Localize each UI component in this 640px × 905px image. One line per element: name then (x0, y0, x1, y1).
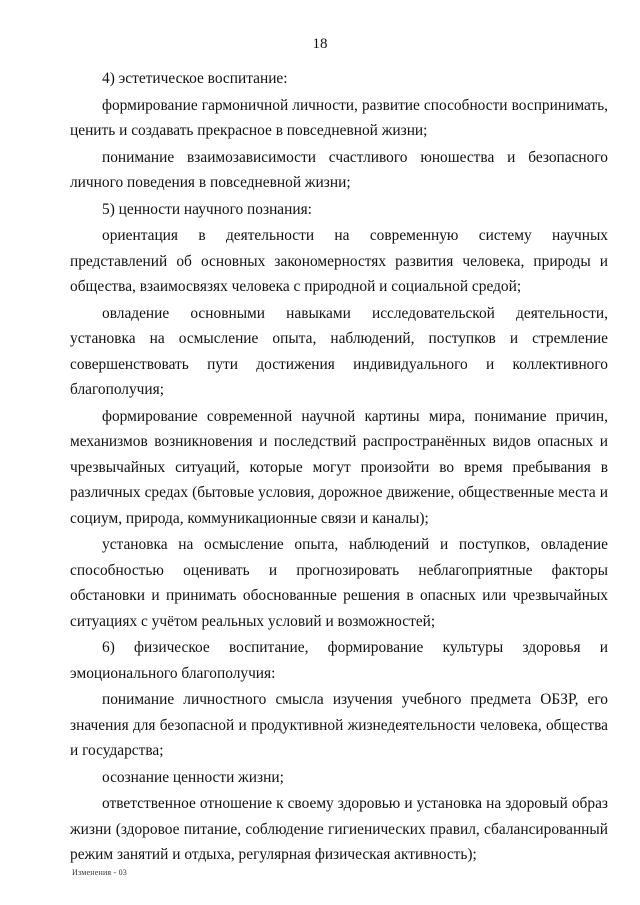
paragraph: ориентация в деятельности на современную систему научных представлений об основных закономерностях развития человека, природы и общества, взаимосвязях человека с природной и социальной средой; (70, 227, 608, 295)
paragraph: установка на осмысление опыта, наблюдений и поступков, овладение способностью оценивать и прогнозировать неблагоприятные факторы обстановки и принимать обоснованные решения в опасных или чрезвычайных ситуациях с учётом реальных условий и возможностей; (70, 536, 608, 630)
paragraph: осознание ценности жизни; (102, 768, 284, 786)
paragraph: понимание личностного смысла изучения учебного предмета ОБЗР, его значения для безопасной и продуктивной жизнедеятельности человека, общества и государства; (70, 691, 608, 759)
paragraph: овладение основными навыками исследовательской деятельности, установка на осмысление опыта, наблюдений, поступков и стремление совершенствовать пути достижения индивидуального и коллективного благополучия; (70, 304, 608, 398)
section-heading-physical: 6) физическое воспитание, формирование культуры здоровья и эмоционального благополучия: (70, 639, 608, 682)
section-heading-aesthetic: 4) эстетическое воспитание: (102, 70, 288, 87)
document-body (70, 66, 608, 869)
paragraph: формирование гармоничной личности, развитие способности воспринимать, ценить и создавать прекрасное в повседневной жизни; (70, 96, 608, 139)
section-heading-science: 5) ценности научного познания: (102, 200, 312, 218)
page-number: 18 (312, 36, 328, 52)
paragraph: понимание взаимозависимости счастливого юношества и безопасного личного поведения в повседневной жизни; (70, 148, 608, 191)
page-footer: Изменения - 03 (72, 868, 127, 877)
paragraph: формирование современной научной картины мира, понимание причин, механизмов возникновения и последствий распространённых видов опасных и чрезвычайных ситуаций, которые могут произойти во время пребывания в различных средах (бытовые условия, дорожное движение, общественные места и социум, природа, коммуникационные связи и каналы); (70, 407, 608, 527)
paragraph: ответственное отношение к своему здоровью и установка на здоровый образ жизни (здоровое питание, соблюдение гигиенических правил, сбалансированный режим занятий и отдыха, регулярная физическая активность); (70, 795, 608, 863)
